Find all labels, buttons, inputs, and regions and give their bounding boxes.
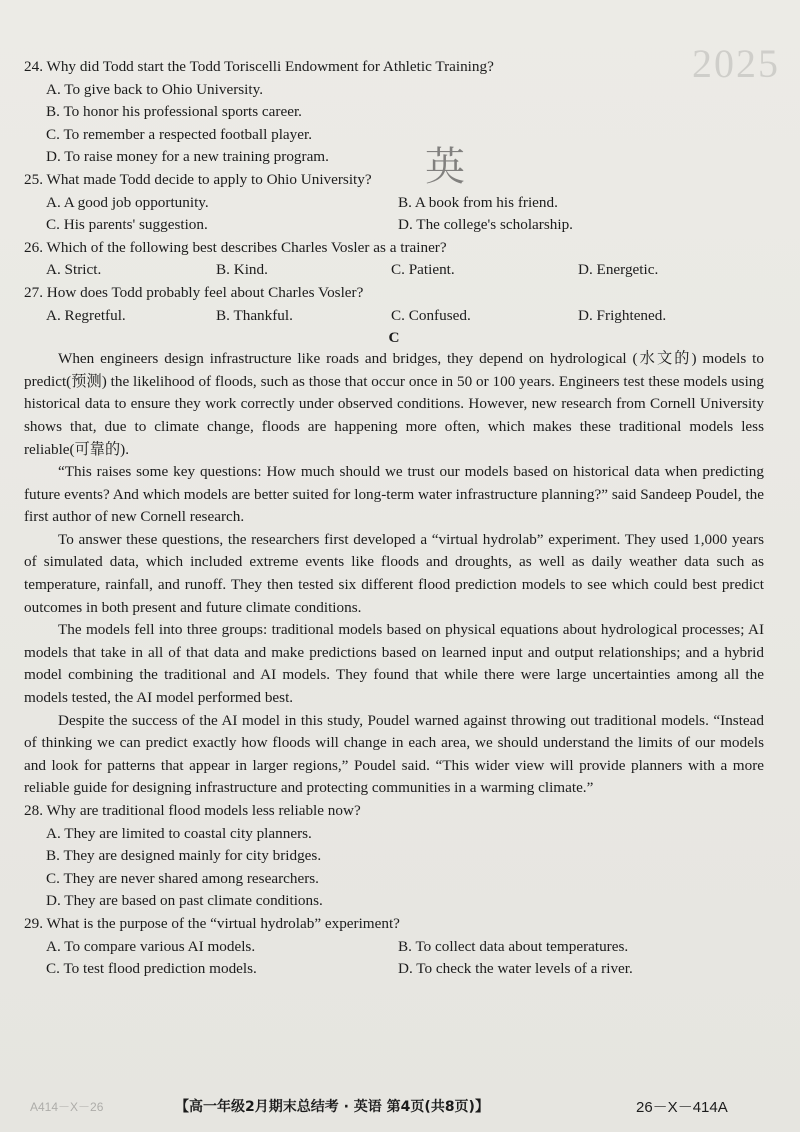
passage-paragraph: The models fell into three groups: traditional models based on physical equations about hydrological processes; AI models that take in all of that data and make predictions based on learned input and output relationships; and a hybrid model combining the traditional and AI models. They found that while there were large uncertainties among all the models tested, the AI model performed best. [24,621,764,707]
question-29-stem: 29. What is the purpose of the “virtual hydrolab” experiment? [24,914,400,932]
watermark-subject-char: 英 [425,144,465,189]
footer-ghost-code: A414－X－26 [30,1100,104,1114]
question-25-option-d: D. The college's scholarship. [398,216,573,234]
question-28-stem: 28. Why are traditional flood models less reliable now? [24,802,361,819]
question-29-option-c: C. To test flood prediction models. [46,960,257,978]
question-27-option-a: A. Regretful. [46,306,126,324]
question-28-option-d: D. They are based on past climate conditions. [46,892,323,910]
footer-title: 【高一年级2月期末总结考 · 英语 第4页(共8页)】 [175,1099,489,1115]
question-24-stem: 24. Why did Todd start the Todd Toriscelli Endowment for Athletic Training? [24,58,494,75]
passage-paragraph: “This raises some key questions: How much should we trust our models based on historical data when predicting future events? And which models are better suited for long-term water infrastructure planning?” said Sandeep Poudel, the first author of new Cornell research. [24,463,764,526]
question-26-options [46,259,764,282]
question-26-option-b: B. Kind. [216,261,268,279]
question-25-options [46,192,764,237]
question-24-option-b: B. To honor his professional sports career. [46,103,302,121]
passage-paragraph: To answer these questions, the researchers first developed a “virtual hydrolab” experiment. They used 1,000 years of simulated data, which included extreme events like floods and droughts, as well as daily weather data such as temperature, rainfall, and runoff. They then tested six different flood prediction models to see which could best predict outcomes in both present and future climate conditions. [24,530,764,616]
question-26-option-a: A. Strict. [46,261,102,279]
question-29-option-d: D. To check the water levels of a river. [398,960,633,978]
question-27-option-c: C. Confused. [391,306,471,324]
footer-paper-code: 26－X－414A [636,1099,728,1116]
question-29-options [46,936,764,981]
question-26-option-c: C. Patient. [391,261,455,279]
page-footer [0,1092,800,1122]
question-24-option-d: D. To raise money for a new training program. [46,148,329,166]
section-label: C [388,329,400,347]
question-24-option-a: A. To give back to Ohio University. [46,80,264,98]
watermark-year: 2025 [692,41,780,86]
question-25-stem: 25. What made Todd decide to apply to Ohio University? [24,170,372,188]
question-24-option-c: C. To remember a respected football player. [46,125,313,143]
question-28-option-c: C. They are never shared among researchers. [46,869,319,887]
question-27-options [46,305,764,328]
question-26-option-d: D. Energetic. [578,261,659,279]
question-29-option-a: A. To compare various AI models. [46,937,256,955]
question-25-option-a: A. A good job opportunity. [46,193,209,211]
question-27-stem: 27. How does Todd probably feel about Charles Vosler? [24,283,364,301]
question-29-option-b: B. To collect data about temperatures. [398,937,629,955]
question-27-option-b: B. Thankful. [216,306,293,324]
question-25-option-b: B. A book from his friend. [398,193,558,211]
passage-paragraph: When engineers design infrastructure like roads and bridges, they depend on hydrological (水文的) models to predict(预测) the likelihood of floods, such as those that occur once in 50 or 100 years. Engineers test these models using historical data to ensure they work correctly under observed conditions. However, new research from Cornell University shows that, due to climate change, floods are happening more often, which makes these traditional models less reliable(可靠的). [24,350,764,458]
passage-paragraph: Despite the success of the AI model in this study, Poudel warned against throwing out traditional models. “Instead of thinking we can predict exactly how floods will change in each area, we should understand the limits of our models and look for patterns that appear in larger regions,” Poudel said. “This wider view will provide planners with a more reliable guide for designing infrastructure and protecting communities in a warming climate.” [24,711,764,797]
question-26-stem: 26. Which of the following best describes Charles Vosler as a trainer? [24,238,447,256]
question-25-option-c: C. His parents' suggestion. [46,216,208,234]
page-content [24,56,764,981]
question-28-option-b: B. They are designed mainly for city bridges. [46,847,322,865]
question-27-option-d: D. Frightened. [578,306,667,324]
question-28-option-a: A. They are limited to coastal city planners. [46,824,312,842]
